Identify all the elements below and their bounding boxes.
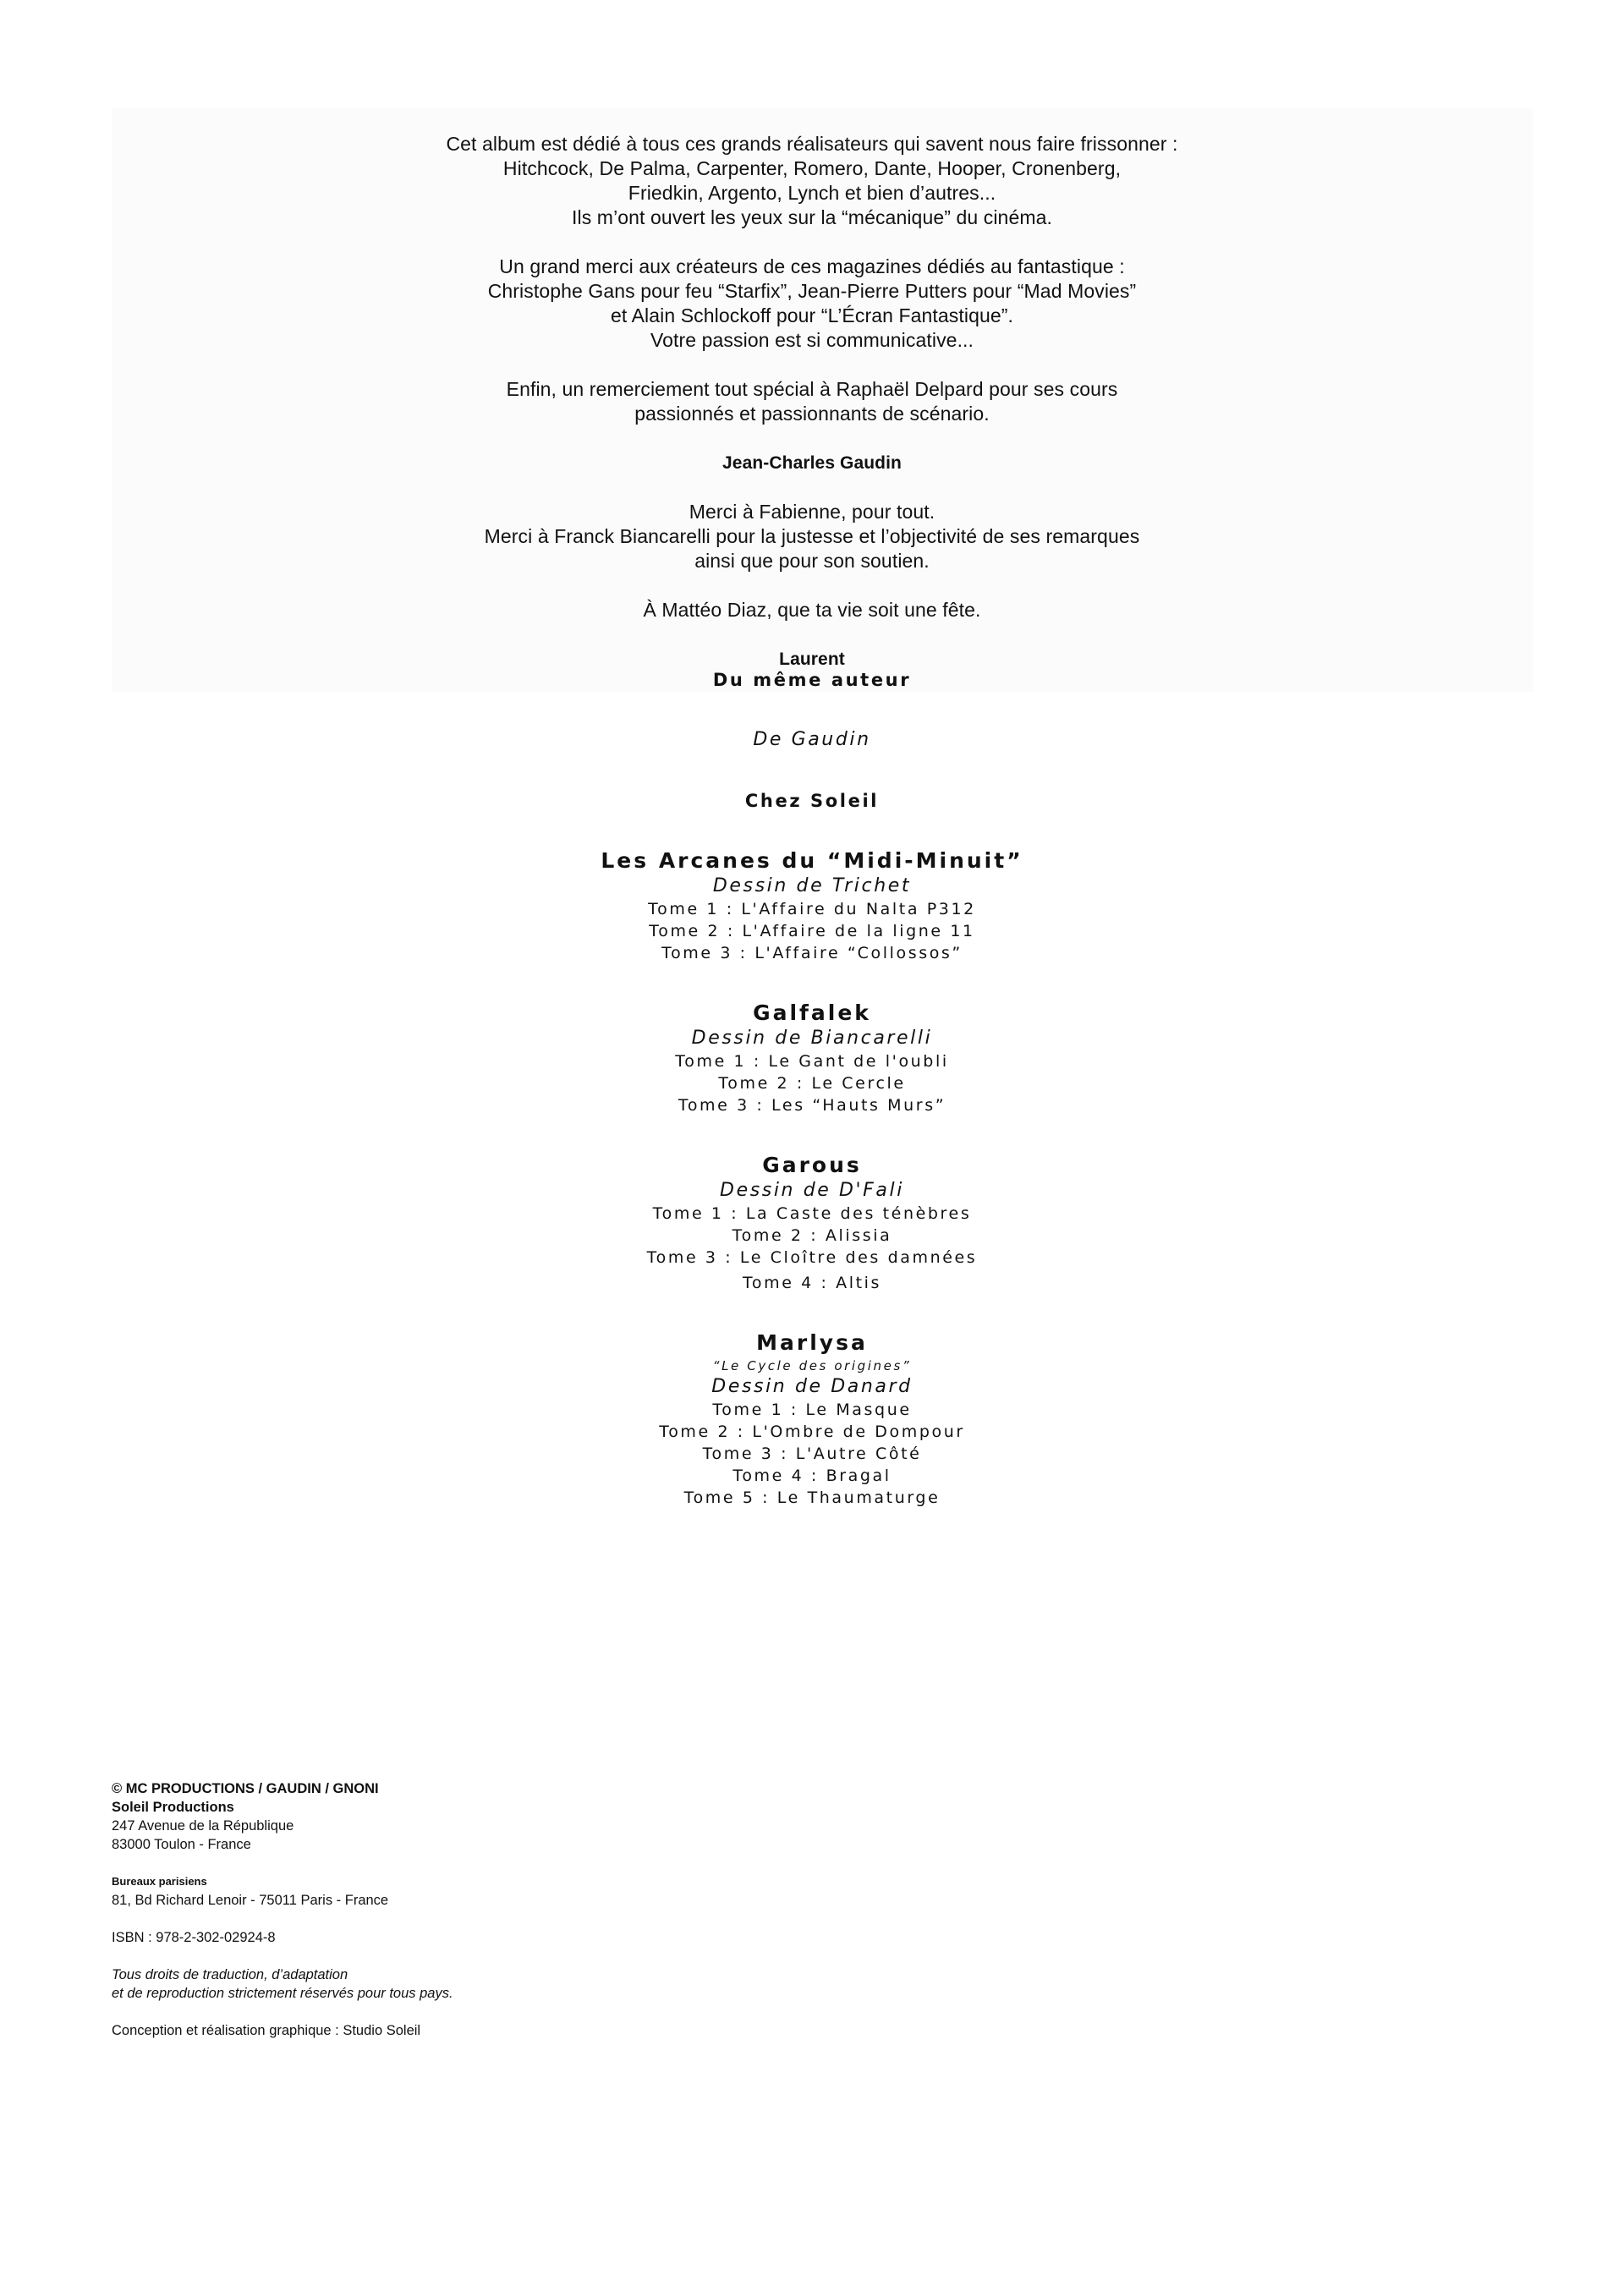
gaudin-signature: Jean-Charles Gaudin [722,453,902,473]
dedication-line: et Alain Schlockoff pour “L’Écran Fantastique”. [610,304,1014,326]
series-title: Garous [762,1153,862,1177]
dedication-line: Merci à Fabienne, pour tout. [689,501,935,523]
tome-item: Tome 4 : Altis [742,1274,882,1292]
dedication-line: Un grand merci aux créateurs de ces magazines dédiés au fantastique : [499,255,1125,277]
series-marlysa [0,1329,1624,1509]
tome-item: Tome 1 : L'Affaire du Nalta P312 [648,900,976,918]
series-title: Les Arcanes du “Midi-Minuit” [601,848,1023,873]
paris-office-label: Bureaux parisiens [112,1875,207,1888]
colophon [112,1779,873,2040]
tome-item: Tome 1 : La Caste des ténèbres [652,1204,972,1223]
series-galfalek [0,1000,1624,1116]
laurent-paragraph-1 [0,500,1624,573]
dedication-line: passionnés et passionnants de scénario. [634,403,990,425]
series-cycle: “Le Cycle des origines” [712,1358,912,1373]
tome-item: Tome 2 : Le Cercle [718,1074,906,1093]
tome-item: Tome 1 : Le Gant de l'oubli [675,1052,949,1071]
dedication-line: Merci à Franck Biancarelli pour la justesse et l’objectivité de ses remarques [484,525,1140,547]
bibliography [0,668,1624,1509]
dedication-line: Friedkin, Argento, Lynch et bien d’autres... [628,182,996,204]
tome-item: Tome 3 : L'Affaire “Collossos” [661,944,963,962]
series-title: Galfalek [753,1000,871,1025]
series-garous [0,1152,1624,1294]
bibliography-heading: Du même auteur [712,670,912,690]
series-artist: Dessin de Danard [711,1376,913,1397]
dedication-line: Ils m’ont ouvert les yeux sur la “mécanique” du cinéma. [572,206,1052,228]
series-arcanes [0,847,1624,964]
gaudin-paragraph-2 [0,255,1624,353]
tome-item: Tome 3 : Le Cloître des damnées [646,1248,978,1267]
rights-line: Tous droits de traduction, d’adaptation [112,1967,348,1982]
bibliography-author: De Gaudin [753,729,871,750]
tome-item: Tome 5 : Le Thaumaturge [683,1488,941,1507]
tome-item: Tome 4 : Bragal [732,1466,892,1485]
series-artist: Dessin de D'Fali [720,1180,904,1201]
series-artist: Dessin de Trichet [712,875,912,896]
dedication-line: Enfin, un remerciement tout spécial à Raphaël Delpard pour ses cours [506,378,1118,400]
laurent-signature: Laurent [779,650,845,669]
dedication-line: Votre passion est si communicative... [650,329,974,351]
tome-item: Tome 1 : Le Masque [712,1401,912,1419]
dedication-line: Cet album est dédié à tous ces grands réalisateurs qui savent nous faire frissonner : [446,133,1178,155]
gaudin-paragraph-3 [0,377,1624,426]
series-artist: Dessin de Biancarelli [691,1028,933,1049]
bibliography-publisher: Chez Soleil [744,791,880,811]
tome-item: Tome 2 : L'Affaire de la ligne 11 [649,922,975,940]
dedication [0,132,1624,672]
copyright-line: © MC PRODUCTIONS / GAUDIN / GNONI [112,1781,379,1796]
dedication-line: À Mattéo Diaz, que ta vie soit une fête. [643,599,981,621]
isbn: ISBN : 978-2-302-02924-8 [112,1930,276,1945]
tome-item: Tome 2 : Alissia [732,1226,892,1245]
design-credits: Conception et réalisation graphique : Studio Soleil [112,2023,421,2038]
publisher-address-line: 247 Avenue de la République [112,1818,294,1834]
dedication-line: ainsi que pour son soutien. [694,550,930,572]
publisher-address-line: 83000 Toulon - France [112,1837,251,1852]
tome-item: Tome 3 : Les “Hauts Murs” [678,1096,946,1115]
gaudin-paragraph-1 [0,132,1624,230]
paris-office-address: 81, Bd Richard Lenoir - 75011 Paris - France [112,1893,389,1908]
publisher-name: Soleil Productions [112,1800,234,1815]
rights-line: et de reproduction strictement réservés pour tous pays. [112,1986,453,2001]
tome-item: Tome 2 : L'Ombre de Dompour [659,1423,965,1441]
tome-item: Tome 3 : L'Autre Côté [702,1444,922,1463]
series-title: Marlysa [756,1330,868,1355]
dedication-line: Hitchcock, De Palma, Carpenter, Romero, Dante, Hooper, Cronenberg, [502,157,1122,179]
dedication-line: Christophe Gans pour feu “Starfix”, Jean-Pierre Putters pour “Mad Movies” [487,280,1137,302]
